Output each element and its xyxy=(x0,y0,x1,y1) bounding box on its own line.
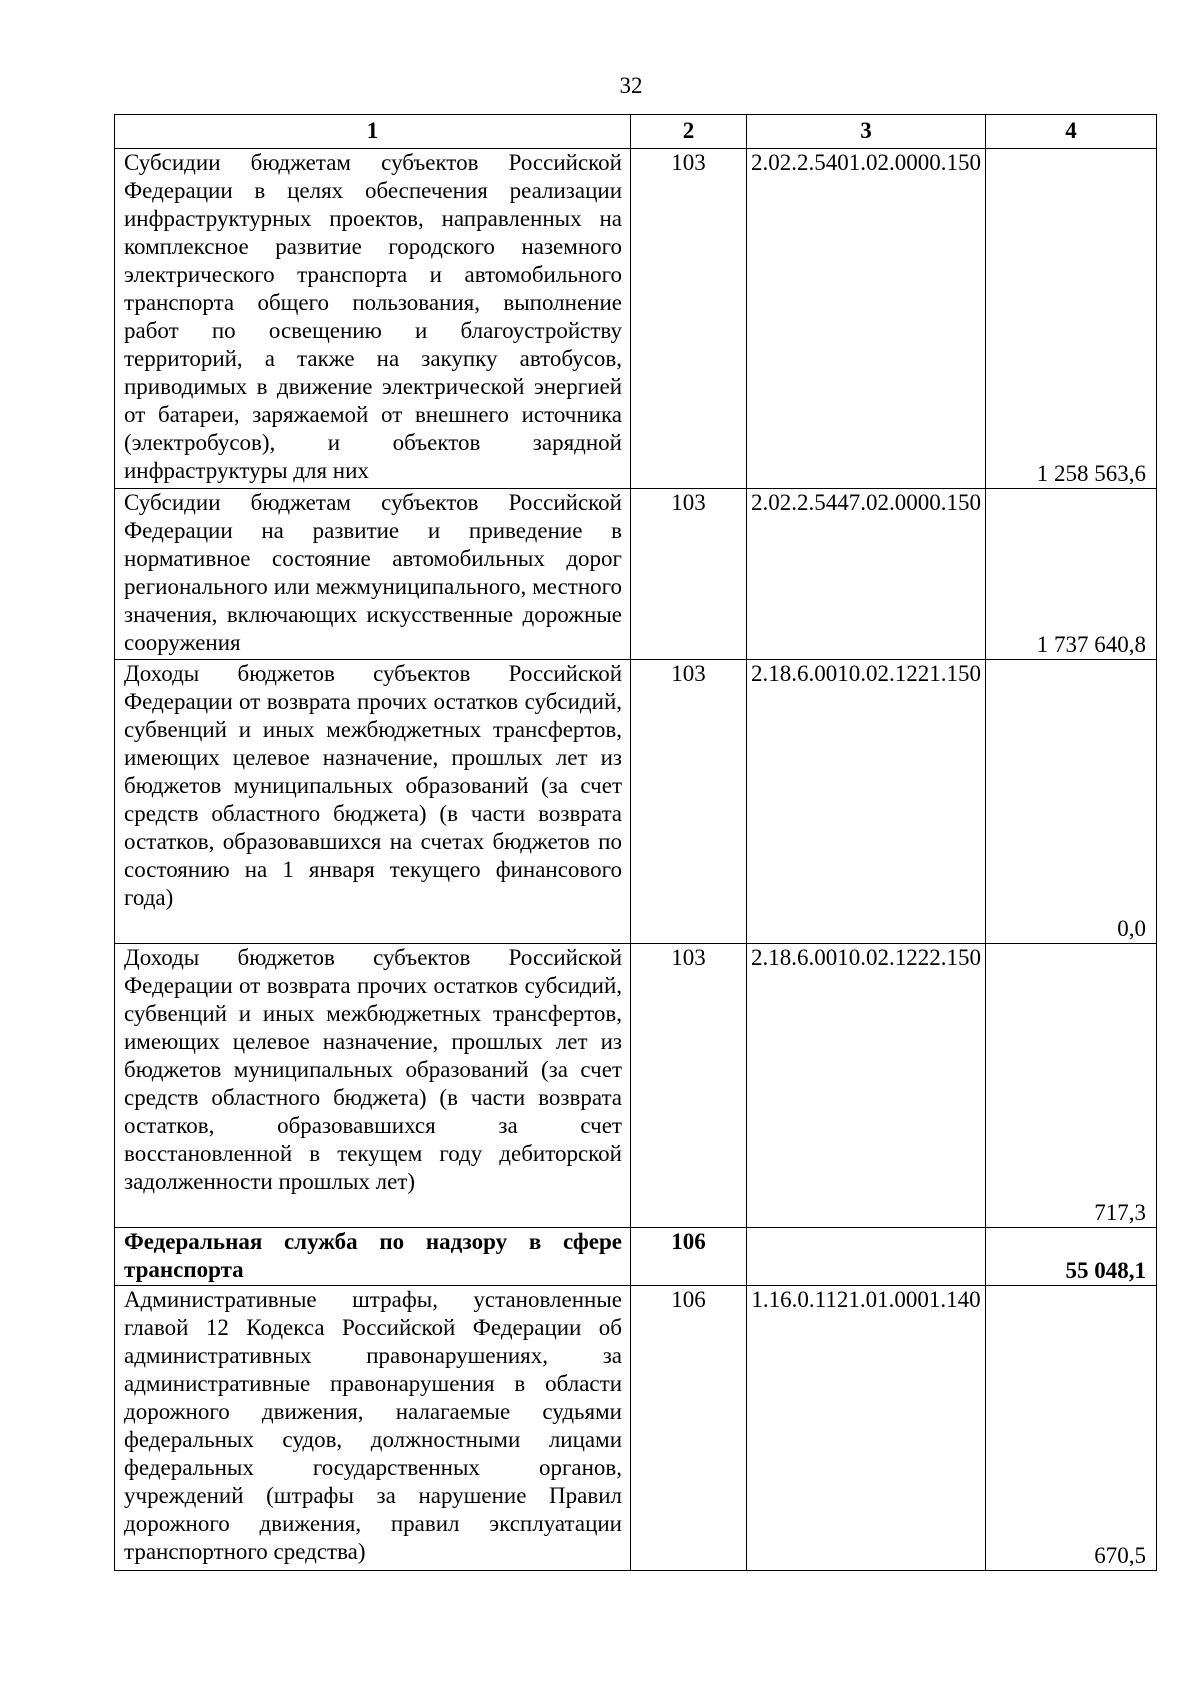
admin-code: 103 xyxy=(631,149,747,489)
admin-code: 103 xyxy=(631,944,747,1228)
table-row-section xyxy=(115,1228,1157,1286)
revenue-name: Административные штрафы, установленные главой 12 Кодекса Российской Федерации об административных правонарушениях, за административные правонарушения в области дорожного движения, налагаемые судьями федеральных судов, должностными лицами федеральных государственных органов, учреждений (штрафы за нарушение Правил дорожного движения, правил эксплуатации транспортного средства) xyxy=(115,1286,631,1571)
column-header-4: 4 xyxy=(986,115,1157,149)
admin-code: 106 xyxy=(631,1286,747,1571)
revenue-name: Субсидии бюджетам субъектов Российской Федерации на развитие и приведение в нормативное состояние автомобильных дорог регионального или межмуниципального, местного значения, включающих искусственные дорожные сооружения xyxy=(115,489,631,660)
budget-classification-code: 2.18.6.0010.02.1222.150 xyxy=(747,944,986,1228)
revenue-name: Субсидии бюджетам субъектов Российской Федерации в целях обеспечения реализации инфраструктурных проектов, направленных на комплексное развитие городского наземного электрического транспорта и автомобильного транспорта общего пользования, выполнение работ по освещению и благоустройству территорий, а также на закупку автобусов, приводимых в движение электрической энергией от батареи, заряжаемой от внешнего источника (электробусов), и объектов зарядной инфраструктуры для них xyxy=(115,149,631,489)
amount: 0,0 xyxy=(986,660,1157,944)
table-row xyxy=(115,489,1157,660)
amount: 1 737 640,8 xyxy=(986,489,1157,660)
table-row xyxy=(115,944,1157,1228)
admin-code: 106 xyxy=(631,1228,747,1286)
amount: 670,5 xyxy=(986,1286,1157,1571)
section-total: 55 048,1 xyxy=(986,1228,1157,1286)
header-row xyxy=(115,115,1157,149)
budget-classification-code: 2.18.6.0010.02.1221.150 xyxy=(747,660,986,944)
budget-classification-code: 1.16.0.1121.01.0001.140 xyxy=(747,1286,986,1571)
table-row xyxy=(115,149,1157,489)
column-header-3: 3 xyxy=(747,115,986,149)
column-header-1: 1 xyxy=(115,115,631,149)
budget-classification-code: 2.02.2.5447.02.0000.150 xyxy=(747,489,986,660)
column-header-2: 2 xyxy=(631,115,747,149)
amount: 717,3 xyxy=(986,944,1157,1228)
revenue-table xyxy=(114,114,1157,1571)
budget-classification-code xyxy=(747,1228,986,1286)
revenue-name: Доходы бюджетов субъектов Российской Федерации от возврата прочих остатков субсидий, субвенций и иных межбюджетных трансфертов, имеющих целевое назначение, прошлых лет из бюджетов муниципальных образований (за счет средств областного бюджета) (в части возврата остатков, образовавшихся на счетах бюджетов по состоянию на 1 января текущего финансового года) xyxy=(115,660,631,944)
budget-classification-code: 2.02.2.5401.02.0000.150 xyxy=(747,149,986,489)
page-number: 32 xyxy=(619,73,643,98)
amount: 1 258 563,6 xyxy=(986,149,1157,489)
revenue-name: Доходы бюджетов субъектов Российской Федерации от возврата прочих остатков субсидий, субвенций и иных межбюджетных трансфертов, имеющих целевое назначение, прошлых лет из бюджетов муниципальных образований (за счет средств областного бюджета) (в части возврата остатков, образовавшихся за счет восстановленной в текущем году дебиторской задолженности прошлых лет) xyxy=(115,944,631,1228)
admin-code: 103 xyxy=(631,660,747,944)
table-row xyxy=(115,660,1157,944)
section-name: Федеральная служба по надзору в сфере транспорта xyxy=(115,1228,631,1286)
admin-code: 103 xyxy=(631,489,747,660)
table-row xyxy=(115,1286,1157,1571)
